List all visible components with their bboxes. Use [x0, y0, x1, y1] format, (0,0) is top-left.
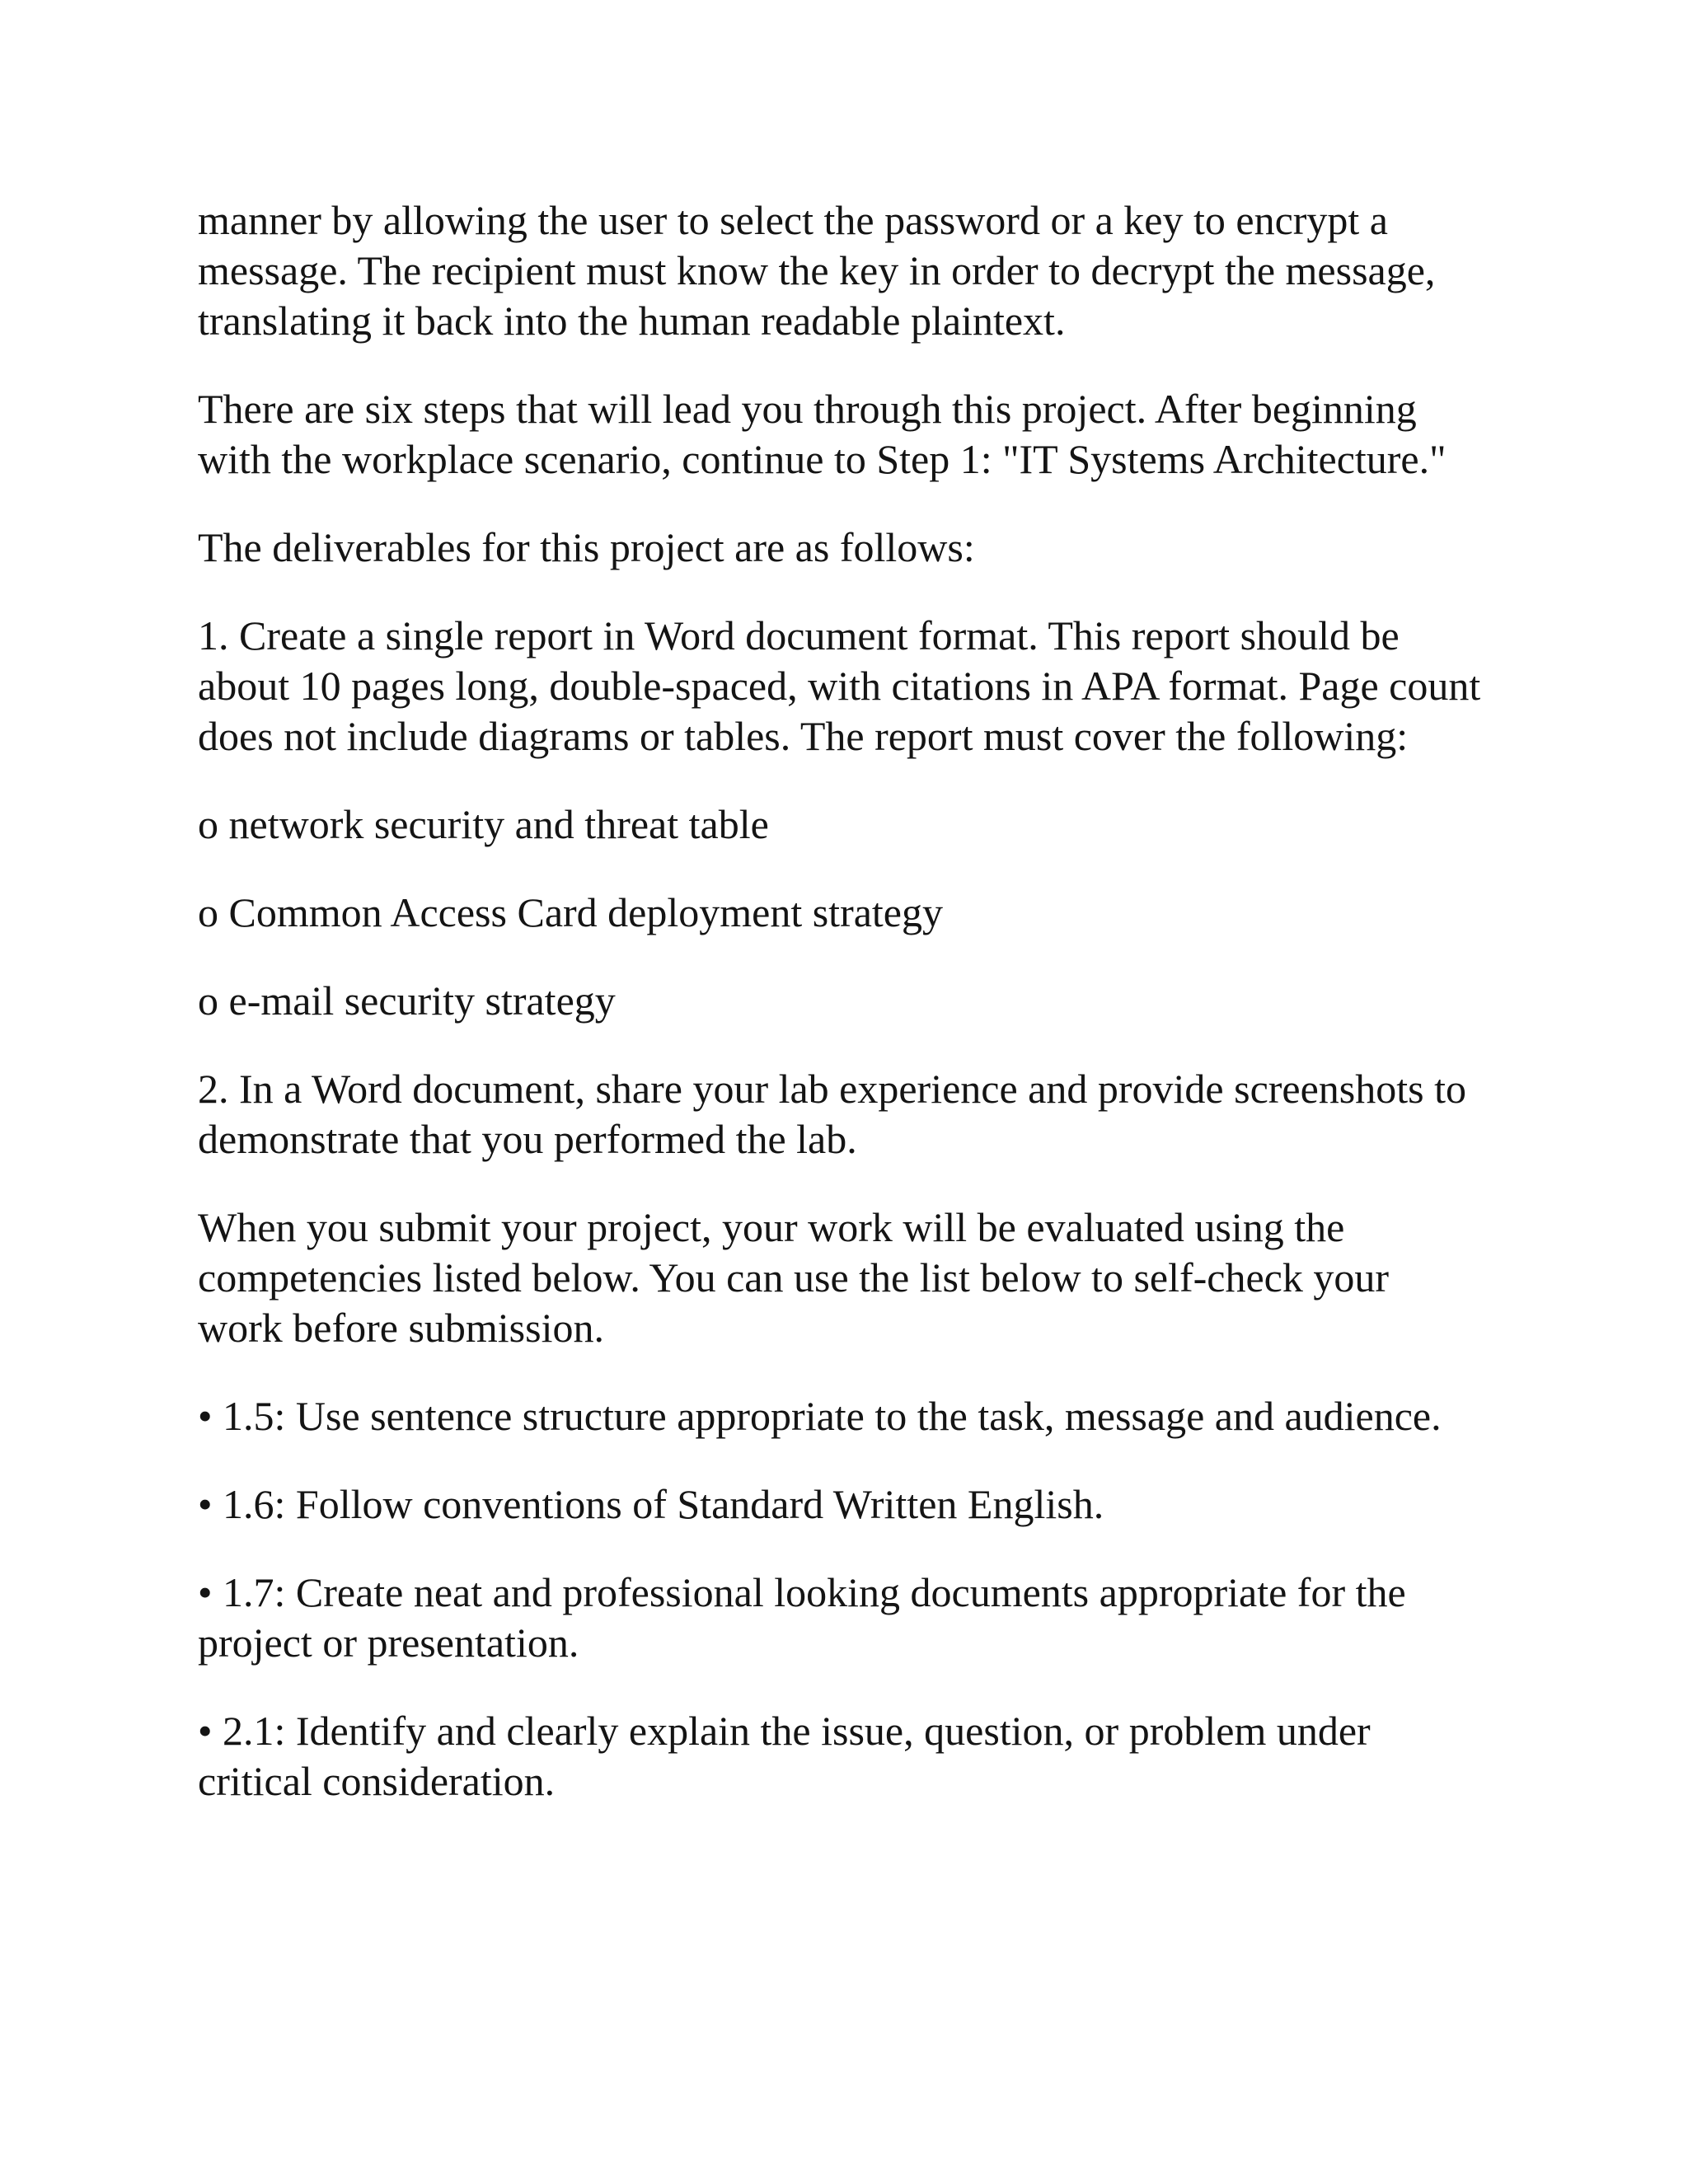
document-body	[198, 195, 1484, 1844]
paragraph-deliverables-heading: The deliverables for this project are as follows:	[198, 524, 975, 570]
paragraph-evaluation: When you submit your project, your work will be evaluated using the competencies listed below. You can use the list below to self-check your work before submission.	[198, 1204, 1390, 1351]
paragraph-encryption-intro: manner by allowing the user to select the password or a key to encrypt a message. The recipient must know the key in order to decrypt the message, translating it back into the human readable plaintext.	[198, 197, 1436, 344]
competency-1-6: • 1.6: Follow conventions of Standard Written English.	[198, 1481, 1104, 1527]
paragraph-deliverable-1: 1. Create a single report in Word document format. This report should be about 10 pages long, double-spaced, with citations in APA format. Page count does not include diagrams or tables. The report must cover the following:	[198, 612, 1481, 759]
list-item-cac-strategy: o Common Access Card deployment strategy	[198, 889, 944, 935]
paragraph-deliverable-2: 2. In a Word document, share your lab experience and provide screenshots to demonstrate that you performed the lab.	[198, 1066, 1466, 1162]
list-item-email-security: o e-mail security strategy	[198, 977, 616, 1024]
competency-1-5: • 1.5: Use sentence structure appropriate to the task, message and audience.	[198, 1393, 1442, 1439]
list-item-network-security: o network security and threat table	[198, 801, 769, 847]
competency-2-1: • 2.1: Identify and clearly explain the issue, question, or problem under critical consideration.	[198, 1708, 1371, 1804]
competency-1-7: • 1.7: Create neat and professional looking documents appropriate for the project or presentation.	[198, 1569, 1406, 1666]
paragraph-six-steps: There are six steps that will lead you through this project. After beginning with the workplace scenario, continue to Step 1: "IT Systems Architecture."	[198, 386, 1447, 482]
